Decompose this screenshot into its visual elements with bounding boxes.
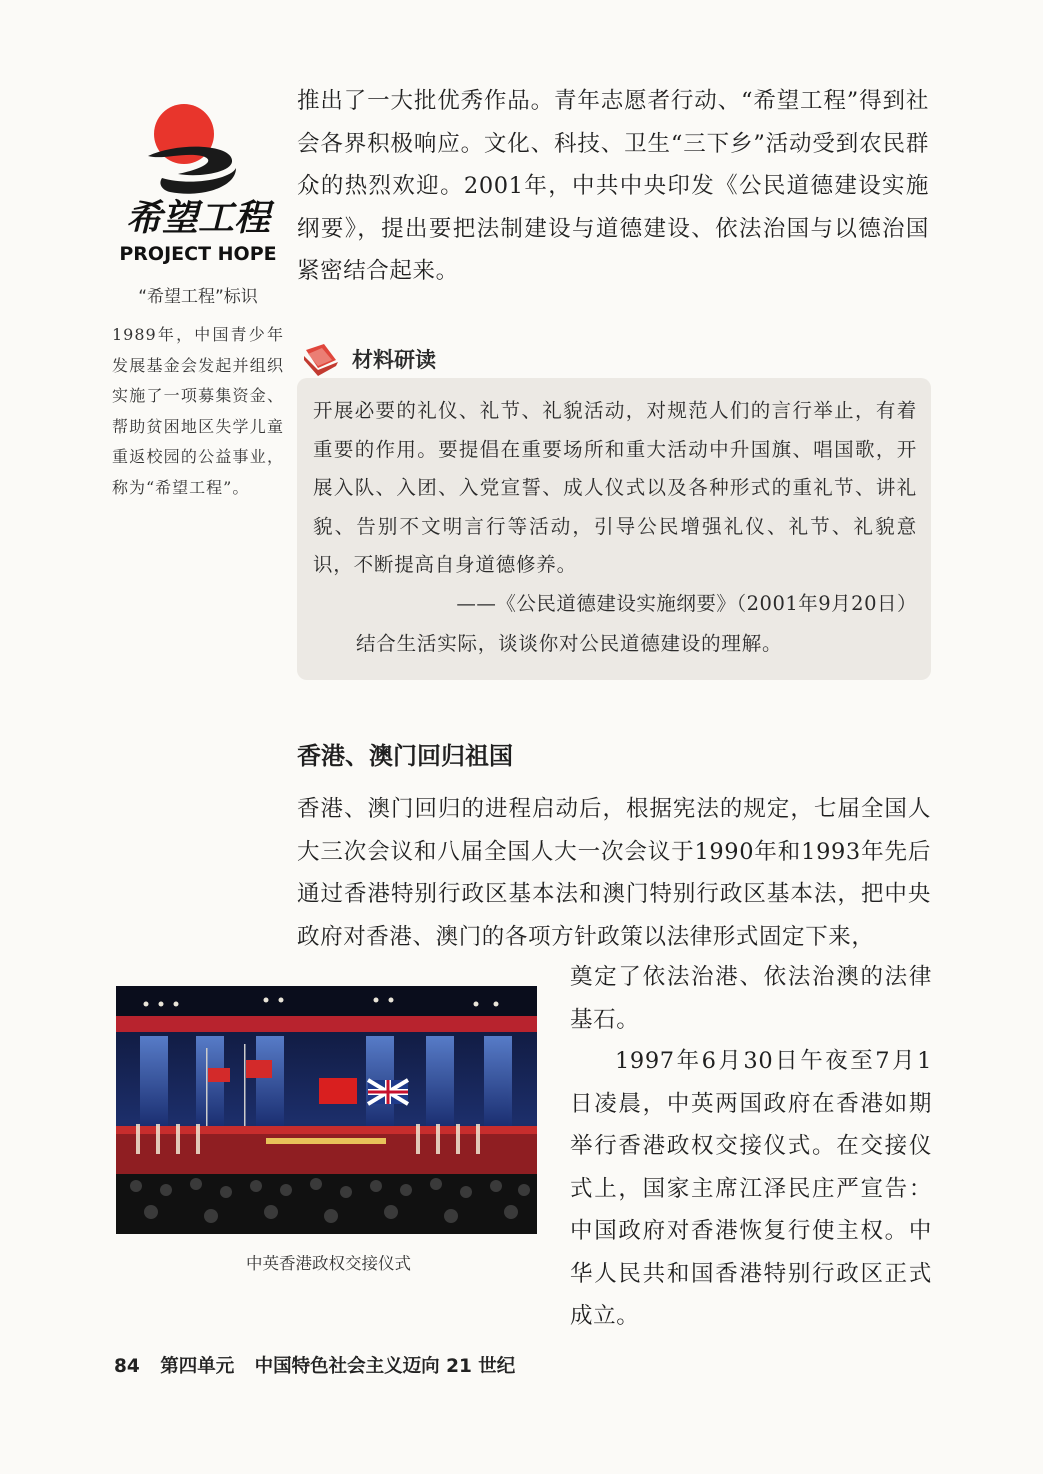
handover-ceremony-photo <box>116 986 537 1234</box>
project-hope-logo <box>118 98 278 266</box>
page-footer <box>114 1352 515 1378</box>
page-number: 84 <box>114 1356 140 1377</box>
reading-text: 开展必要的礼仪、礼节、礼貌活动，对规范人们的言行举止，有着重要的作用。要提倡在重要场所和重大活动中升国旗、唱国歌，开展入队、入团、入党宣誓、成人仪式以及各种形式的重礼节、讲礼貌、告别不文明言行等活动，引导公民增强礼仪、礼节、礼貌意识，不断提高自身道德修养。 <box>313 399 917 576</box>
photo-caption: 中英香港政权交接仪式 <box>246 1254 411 1273</box>
logo-english-text: PROJECT HOPE <box>119 243 277 265</box>
reading-source: ——《公民道德建设实施纲要》（2001年9月20日） <box>456 592 917 615</box>
reading-title: 材料研读 <box>352 348 436 372</box>
paragraph-2: 香港、澳门回归的进程启动后，根据宪法的规定，七届全国人大三次会议和八届全国人大一次会议于1990年和1993年先后通过香港特别行政区基本法和澳门特别行政区基本法，把中央政府对香港、澳门的各项方针政策以法律形式固定下来， <box>297 796 931 950</box>
paragraph-3: 1997年6月30日午夜至7月1日凌晨，中英两国政府在香港如期举行香港政权交接仪式。在交接仪式上，国家主席江泽民庄严宣告：中国政府对香港恢复行使主权。中华人民共和国香港特别行政区正式成立。 <box>570 1048 932 1329</box>
paragraph-2-continued: 奠定了依法治港、依法治澳的法律基石。 <box>570 964 932 1033</box>
book-icon <box>300 340 342 382</box>
unit-title: 中国特色社会主义迈向 21 世纪 <box>254 1356 516 1377</box>
section-title: 香港、澳门回归祖国 <box>297 742 513 770</box>
side-note: 1989年，中国青少年发展基金会发起并组织实施了一项募集资金、帮助贫困地区失学儿童重返校园的公益事业，称为“希望工程”。 <box>112 325 284 497</box>
paragraph-1: 推出了一大批优秀作品。青年志愿者行动、“希望工程”得到社会各界积极响应。文化、科技、卫生“三下乡”活动受到农民群众的热烈欢迎。2001年，中共中央印发《公民道德建设实施纲要》，提出要把法制建设与道德建设、依法治国与以德治国紧密结合起来。 <box>297 88 929 284</box>
logo-chinese-text: 希望工程 <box>125 197 271 239</box>
logo-caption: “希望工程”标识 <box>138 287 258 307</box>
unit-label: 第四单元 <box>160 1356 235 1377</box>
reading-question: 结合生活实际，谈谈你对公民道德建设的理解。 <box>356 632 783 655</box>
